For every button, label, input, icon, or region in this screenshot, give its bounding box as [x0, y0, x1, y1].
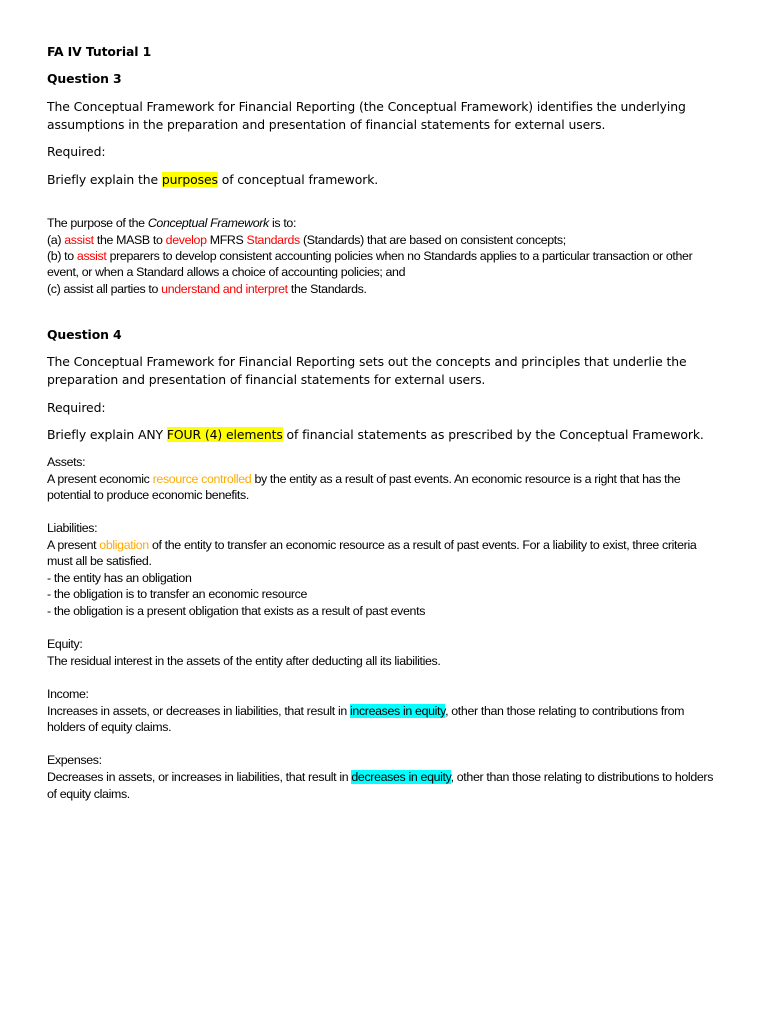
red-keyword: understand and interpret — [161, 282, 288, 296]
answer-text: The purpose of the — [47, 216, 148, 230]
answer-text: (c) assist all parties to — [47, 282, 162, 296]
liabilities-title: Liabilities: — [47, 521, 98, 535]
assets-line-2: potential to produce economic benefits. — [47, 488, 249, 502]
answer-text: of the entity to transfer an economic resource as a result of past events. For a liability to exist, three criteria — [148, 538, 697, 552]
question-3-intro-line-1: The Conceptual Framework for Financial Reporting (the Conceptual Framework) identifies the underlying — [47, 99, 686, 114]
cyan-highlight: increases in equity — [350, 704, 446, 718]
answer-text: the Standards. — [287, 282, 367, 296]
liabilities-line-1 — [47, 537, 696, 554]
italic-term: Conceptual Framework — [147, 216, 269, 230]
task-text: Briefly explain ANY — [47, 427, 167, 442]
answer-text: Decreases in assets, or increases in liabilities, that result in — [47, 770, 352, 784]
answer-text: A present economic — [47, 472, 153, 486]
question-3-task — [47, 171, 378, 189]
highlighted-keyword: purposes — [161, 172, 218, 187]
liabilities-criterion-1: - the entity has an obligation — [47, 571, 192, 585]
question-3-intro-line-2: assumptions in the preparation and presentation of financial statements for external users. — [47, 117, 606, 132]
question-3-heading: Question 3 — [47, 71, 122, 86]
income-line-1 — [47, 703, 684, 720]
answer-text: , other than those relating to contributions from — [445, 704, 685, 718]
equity-line-1: The residual interest in the assets of the entity after deducting all its liabilities. — [47, 654, 441, 668]
expenses-title: Expenses: — [47, 753, 102, 767]
expenses-line-2: of equity claims. — [47, 787, 130, 801]
answer-text: is to: — [268, 216, 297, 230]
answer-text: the MASB to — [93, 233, 166, 247]
red-keyword: Standards — [246, 233, 300, 247]
red-keyword: assist — [76, 249, 107, 263]
income-line-2: holders of equity claims. — [47, 720, 172, 734]
question-4-intro-line-2: preparation and presentation of financial statements for external users. — [47, 372, 486, 387]
task-text: of financial statements as prescribed by the Conceptual Framework. — [282, 427, 704, 442]
liabilities-criterion-2: - the obligation is to transfer an economic resource — [47, 587, 308, 601]
answer-text: MFRS — [206, 233, 247, 247]
task-text: of conceptual framework. — [217, 172, 379, 187]
answer-3-point-b-line-2: event, or when a Standard allows a choice of accounting policies; and — [47, 265, 406, 279]
red-keyword: assist — [64, 233, 94, 247]
question-4-required: Required: — [47, 400, 106, 415]
answer-text: A present — [47, 538, 100, 552]
question-3-required: Required: — [47, 144, 106, 159]
income-title: Income: — [47, 687, 89, 701]
question-4-intro-line-1: The Conceptual Framework for Financial Reporting sets out the concepts and principles that underlie the — [47, 354, 687, 369]
equity-title: Equity: — [47, 637, 83, 651]
answer-text: , other than those relating to distributions to holders — [450, 770, 714, 784]
orange-keyword: resource controlled — [152, 472, 252, 486]
answer-text: (Standards) that are based on consistent concepts; — [299, 233, 566, 247]
answer-3-point-a — [47, 232, 566, 249]
question-4-task — [47, 426, 704, 444]
answer-text: preparers to develop consistent accounting policies when no Standards applies to a particular transaction or other — [106, 249, 693, 263]
question-4-heading: Question 4 — [47, 327, 122, 342]
answer-3-intro — [47, 215, 296, 232]
document-title: FA IV Tutorial 1 — [47, 44, 152, 59]
answer-text: (a) — [47, 233, 65, 247]
highlighted-keyword: FOUR (4) elements — [166, 427, 283, 442]
assets-title: Assets: — [47, 455, 86, 469]
assets-line-1 — [47, 471, 680, 488]
answer-3-point-c — [47, 281, 367, 298]
answer-text: (b) to — [47, 249, 77, 263]
answer-text: by the entity as a result of past events. An economic resource is a right that has the — [251, 472, 681, 486]
expenses-line-1 — [47, 769, 713, 786]
liabilities-line-2: must all be satisfied. — [47, 554, 152, 568]
liabilities-criterion-3: - the obligation is a present obligation that exists as a result of past events — [47, 604, 426, 618]
answer-text: Increases in assets, or decreases in liabilities, that result in — [47, 704, 351, 718]
cyan-highlight: decreases in equity — [351, 770, 451, 784]
answer-3-point-b — [47, 248, 692, 265]
red-keyword: develop — [165, 233, 207, 247]
orange-keyword: obligation — [99, 538, 149, 552]
task-text: Briefly explain the — [47, 172, 162, 187]
